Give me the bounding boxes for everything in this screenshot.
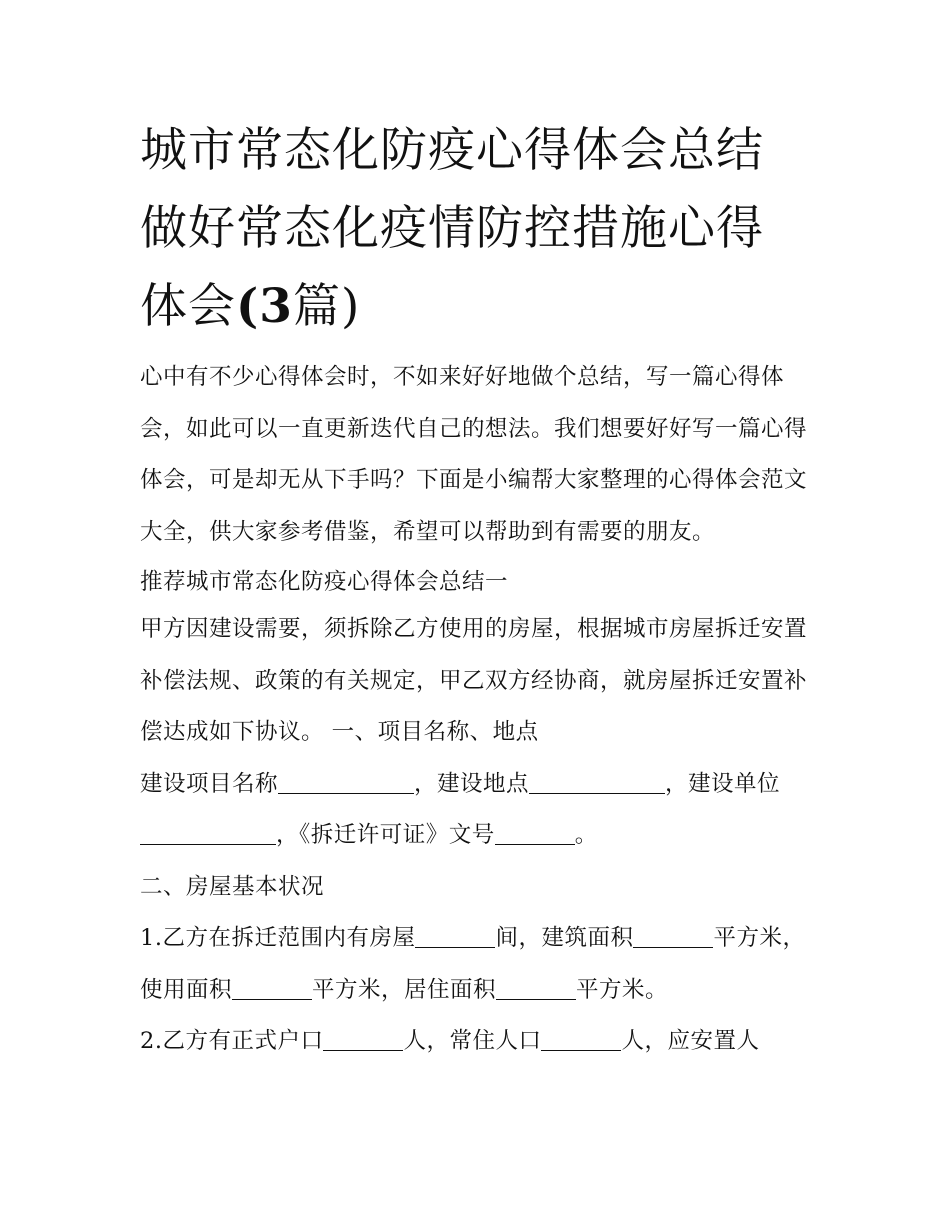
permit-label: ，《拆迁许可证》文号 — [276, 822, 495, 848]
house-info-item-1 — [140, 913, 820, 1016]
form-end: 。 — [574, 822, 598, 848]
living-area-blank — [496, 976, 576, 1000]
item1-text-a: 1.乙方在拆迁范围内有房屋 — [140, 925, 416, 951]
item2-text-b: 人，常住人口 — [403, 1028, 542, 1054]
section-2-heading: 二、房屋基本状况 — [140, 873, 325, 900]
permit-blank — [495, 822, 575, 846]
item1-text-d: 平方米，居住面积 — [312, 976, 497, 1003]
item2-text-c: 人，应安置人 — [621, 1028, 760, 1054]
item2-text-a: 2.乙方有正式户口 — [140, 1028, 324, 1054]
item1-text-b: 间，建筑面积 — [495, 925, 634, 951]
title-line-1: 城市常态化防疫心得体会总结 — [140, 123, 764, 178]
project-name-blank — [278, 770, 414, 794]
document-title — [140, 112, 820, 346]
intro-paragraph: 心中有不少心得体会时，不如来好好地做个总结，写一篇心得体会，如此可以一直更新迭代自己的想法。我们想要好好写一篇心得体会，可是却无从下手吗？下面是小编帮大家整理的心得体会范文大全，供大家参考借鉴，希望可以帮助到有需要的朋友。 — [140, 364, 808, 545]
title-line-2: 做好常态化疫情防控措施心得 — [140, 201, 764, 256]
unit-label: ，建设单位 — [665, 770, 781, 797]
title-line-3: 体会(3篇) — [140, 279, 361, 334]
building-area-blank — [633, 925, 713, 949]
site-label: ，建设地点 — [414, 770, 530, 797]
project-info-fields — [140, 759, 820, 862]
site-blank — [529, 770, 665, 794]
house-info-item-2 — [140, 1016, 820, 1068]
rooms-blank — [415, 925, 495, 949]
usable-area-blank — [232, 976, 312, 1000]
resident-persons-blank — [541, 1028, 621, 1052]
unit-blank — [140, 822, 276, 846]
item1-text-e: 平方米。 — [576, 976, 669, 1003]
document-page — [140, 112, 820, 1068]
project-name-label: 建设项目名称 — [140, 770, 279, 797]
item1-text-c: 平方米，使用面积 — [140, 925, 806, 1003]
registered-persons-blank — [323, 1028, 403, 1052]
agreement-paragraph: 甲方因建设需要，须拆除乙方使用的房屋，根据城市房屋拆迁安置补偿法规、政策的有关规定，甲乙双方经协商，就房屋拆迁安置补偿达成如下协议。 一、项目名称、地点 — [140, 616, 808, 745]
section-heading: 推荐城市常态化防疫心得体会总结一 — [140, 569, 509, 595]
